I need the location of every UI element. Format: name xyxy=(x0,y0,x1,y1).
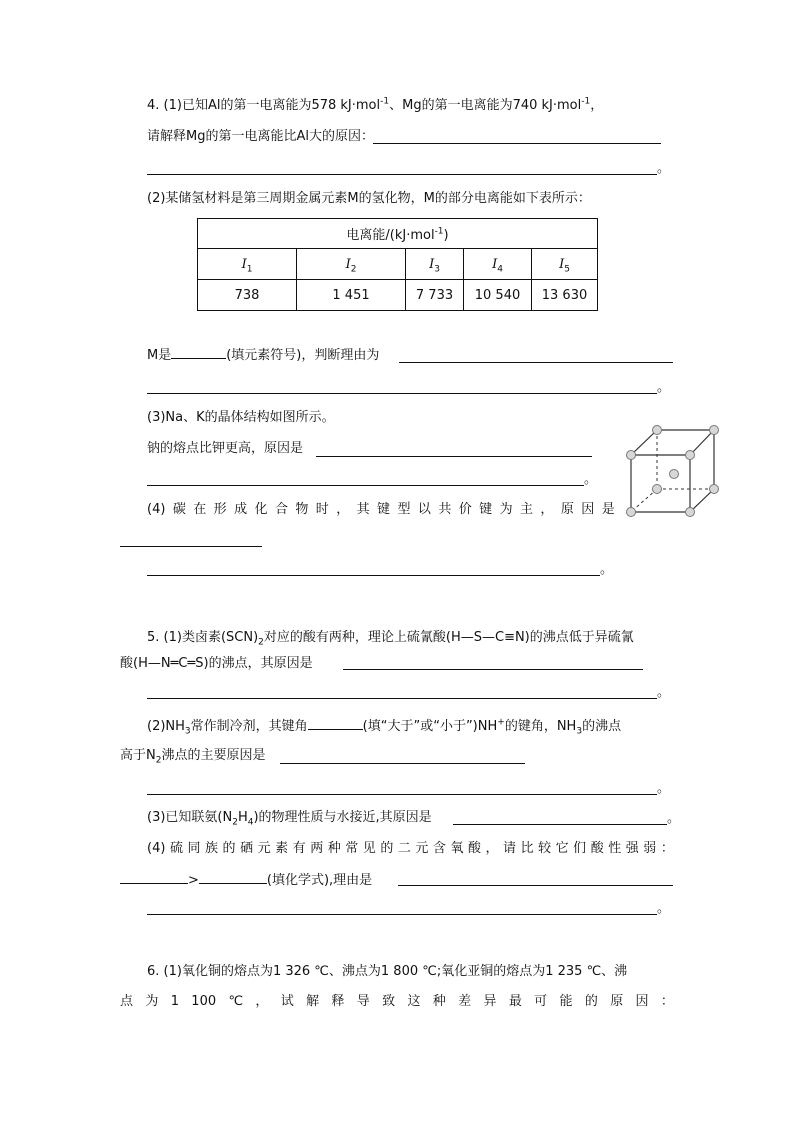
justified-word: 试 xyxy=(280,994,294,1009)
q4-part2-line1: M是 (填元素符号)，判断理由为 xyxy=(147,348,380,363)
justified-word: 合 xyxy=(274,502,288,517)
q4-line1: 4. (1)已知Al的第一电离能为578 kJ·mol$^{-1}$、Mg的第一电离能为740 kJ·mol$^{-1}$， xyxy=(147,96,604,113)
justified-word: 种 xyxy=(432,994,446,1009)
justified-word: 键 xyxy=(479,502,493,517)
justified-word: 较 xyxy=(538,841,552,856)
justified-word: ， xyxy=(540,502,554,517)
justified-word: 常 xyxy=(345,841,359,856)
justified-word: ， xyxy=(336,502,350,517)
justified-word: 释 xyxy=(331,994,345,1009)
justified-word: 碳 xyxy=(172,502,186,517)
justified-word: 的 xyxy=(380,841,394,856)
justified-word: 的 xyxy=(222,841,236,856)
justified-word: 见 xyxy=(362,841,376,856)
table-cell: 1 451 xyxy=(297,280,406,311)
q5-part3-blank[interactable] xyxy=(453,824,667,825)
justified-word: 点 xyxy=(120,994,134,1009)
justified-word: 以 xyxy=(417,502,431,517)
justified-word: 它 xyxy=(555,841,569,856)
ionization-energy-table xyxy=(197,218,598,311)
justified-word: 酸 xyxy=(590,841,604,856)
table-cell: 13 630 xyxy=(532,280,598,311)
justified-word: 因 xyxy=(635,994,649,1009)
justified-word: ： xyxy=(660,841,674,856)
q6-line2 xyxy=(120,993,674,1011)
period: 。 xyxy=(657,685,671,700)
period: 。 xyxy=(657,901,671,916)
acid-formula-blank-2[interactable] xyxy=(199,871,267,884)
q6-line1: 6. (1)氧化铜的熔点为1 326 ℃、沸点为1 800 ℃;氧化亚铜的熔点为1 235 ℃、沸 xyxy=(147,964,628,979)
q5-part1-blank-2[interactable] xyxy=(147,698,657,699)
justified-word: 比 xyxy=(520,841,534,856)
table-cell: 10 540 xyxy=(464,280,532,311)
table-col-header: $I_2$ xyxy=(297,249,406,280)
justified-word: 强 xyxy=(625,841,639,856)
q4-part4-blank-2[interactable] xyxy=(147,575,600,576)
justified-word: 差 xyxy=(458,994,472,1009)
q4-reason-blank-1[interactable] xyxy=(399,362,673,363)
table-col-header: $I_1$ xyxy=(198,249,297,280)
justified-word: (4) xyxy=(147,502,166,517)
justified-word: 是 xyxy=(601,502,615,517)
q4-part3-blank-1[interactable] xyxy=(316,456,592,457)
justified-word: 为 xyxy=(145,994,159,1009)
crystal-structure-diagram xyxy=(623,424,727,520)
justified-word: 最 xyxy=(508,994,522,1009)
justified-word: 因 xyxy=(581,502,595,517)
justified-word: 这 xyxy=(407,994,421,1009)
justified-word: (4) xyxy=(147,841,166,856)
justified-word: 性 xyxy=(608,841,622,856)
period: 。 xyxy=(600,562,614,577)
period: 。 xyxy=(657,161,671,176)
justified-word: 氧 xyxy=(450,841,464,856)
justified-word: 酸 xyxy=(467,841,481,856)
q5-line2: 酸(H—N═C═S)的沸点，其原因是 xyxy=(120,656,313,671)
period: 。 xyxy=(584,472,598,487)
justified-word: 元 xyxy=(415,841,429,856)
q5-part4-line2: > (填化学式),理由是 xyxy=(120,871,372,890)
q4-part2-intro: (2)某储氢材料是第三周期金属元素M的氢化物，M的部分电离能如下表所示： xyxy=(147,191,591,206)
justified-word: 们 xyxy=(573,841,587,856)
q4-part3-line1: (3)Na、K的晶体结构如图所示。 xyxy=(147,410,335,425)
justified-word: 型 xyxy=(397,502,411,517)
justified-word: 同 xyxy=(187,841,201,856)
q4-answer-blank-1[interactable] xyxy=(373,143,661,144)
justified-word: ： xyxy=(660,994,674,1009)
justified-word: 在 xyxy=(193,502,207,517)
justified-word: 元 xyxy=(257,841,271,856)
justified-word: 导 xyxy=(356,994,370,1009)
justified-word: ， xyxy=(255,994,269,1009)
q4-part3-line2: 钠的熔点比钾更高，原因是 xyxy=(147,441,304,456)
period: 。 xyxy=(657,781,671,796)
q5-part2-blank-1[interactable] xyxy=(280,763,525,764)
q4-part4-blank-1[interactable] xyxy=(120,546,262,547)
q4-line2: 请解释Mg的第一电离能比Al大的原因： xyxy=(147,129,374,144)
justified-word: 能 xyxy=(559,994,573,1009)
table-header: 电离能/(kJ·mol$^{-1}$) xyxy=(198,219,598,249)
q5-line1: 5. (1)类卤素$(SCN)_2$对应的酸有两种，理论上硫氰酸(H—S—C≡N)的沸点低于异硫氰 xyxy=(147,630,634,648)
justified-word: 可 xyxy=(534,994,548,1009)
justified-word: 异 xyxy=(483,994,497,1009)
justified-word: 弱 xyxy=(643,841,657,856)
justified-word: 100 xyxy=(191,994,217,1009)
q5-part4-reason-blank[interactable] xyxy=(398,885,673,886)
justified-word: 形 xyxy=(213,502,227,517)
justified-word: 请 xyxy=(503,841,517,856)
justified-word: 化 xyxy=(254,502,268,517)
q5-part3-line: (3)已知联氨$(N_2H_4)$的物理性质与水接近,其原因是 xyxy=(147,810,432,828)
justified-word: 键 xyxy=(377,502,391,517)
justified-word: 物 xyxy=(295,502,309,517)
q5-part2-line1: $(2)NH_3$常作制冷剂，其键角 (填“大于”或“小于”)NH+的键角，$NH_3$的沸点 xyxy=(147,717,622,737)
justified-word: 时 xyxy=(315,502,329,517)
justified-word: ℃ xyxy=(228,994,244,1009)
justified-word: 硫 xyxy=(169,841,183,856)
justified-word: 有 xyxy=(292,841,306,856)
justified-word: 含 xyxy=(432,841,446,856)
q5-part4-line1 xyxy=(147,840,674,858)
table-col-header: $I_3$ xyxy=(406,249,464,280)
justified-word: ， xyxy=(485,841,499,856)
justified-word: 硒 xyxy=(240,841,254,856)
justified-word: 种 xyxy=(327,841,341,856)
justified-word: 两 xyxy=(310,841,324,856)
element-symbol-blank[interactable] xyxy=(171,346,226,359)
q4-part4-line1 xyxy=(147,501,615,519)
justified-word: 其 xyxy=(356,502,370,517)
q5-part2-blank-2[interactable] xyxy=(147,794,657,795)
q5-part1-blank-1[interactable] xyxy=(343,669,643,670)
table-col-header: $I_4$ xyxy=(464,249,532,280)
q4-part3-blank-2[interactable] xyxy=(147,485,584,486)
bond-angle-blank[interactable] xyxy=(308,717,363,730)
justified-word: 二 xyxy=(397,841,411,856)
acid-formula-blank-1[interactable] xyxy=(120,871,188,884)
q5-part4-blank-2[interactable] xyxy=(147,914,657,915)
table-col-header: $I_5$ xyxy=(532,249,598,280)
justified-word: 致 xyxy=(382,994,396,1009)
justified-word: 原 xyxy=(610,994,624,1009)
q5-part2-line2: 高于$N_2$沸点的主要原因是 xyxy=(120,748,266,766)
justified-word: 共 xyxy=(438,502,452,517)
justified-word: 1 xyxy=(170,994,179,1009)
table-cell: 738 xyxy=(198,280,297,311)
justified-word: 为 xyxy=(499,502,513,517)
justified-word: 素 xyxy=(275,841,289,856)
period: 。 xyxy=(657,380,671,395)
justified-word: 原 xyxy=(560,502,574,517)
justified-word: 成 xyxy=(234,502,248,517)
justified-word: 解 xyxy=(306,994,320,1009)
period: 。 xyxy=(667,811,681,826)
table-cell: 7 733 xyxy=(406,280,464,311)
justified-word: 价 xyxy=(458,502,472,517)
q4-reason-blank-2[interactable] xyxy=(147,393,657,394)
justified-word: 主 xyxy=(520,502,534,517)
justified-word: 的 xyxy=(584,994,598,1009)
justified-word: 族 xyxy=(205,841,219,856)
q4-answer-blank-2[interactable] xyxy=(147,174,657,175)
